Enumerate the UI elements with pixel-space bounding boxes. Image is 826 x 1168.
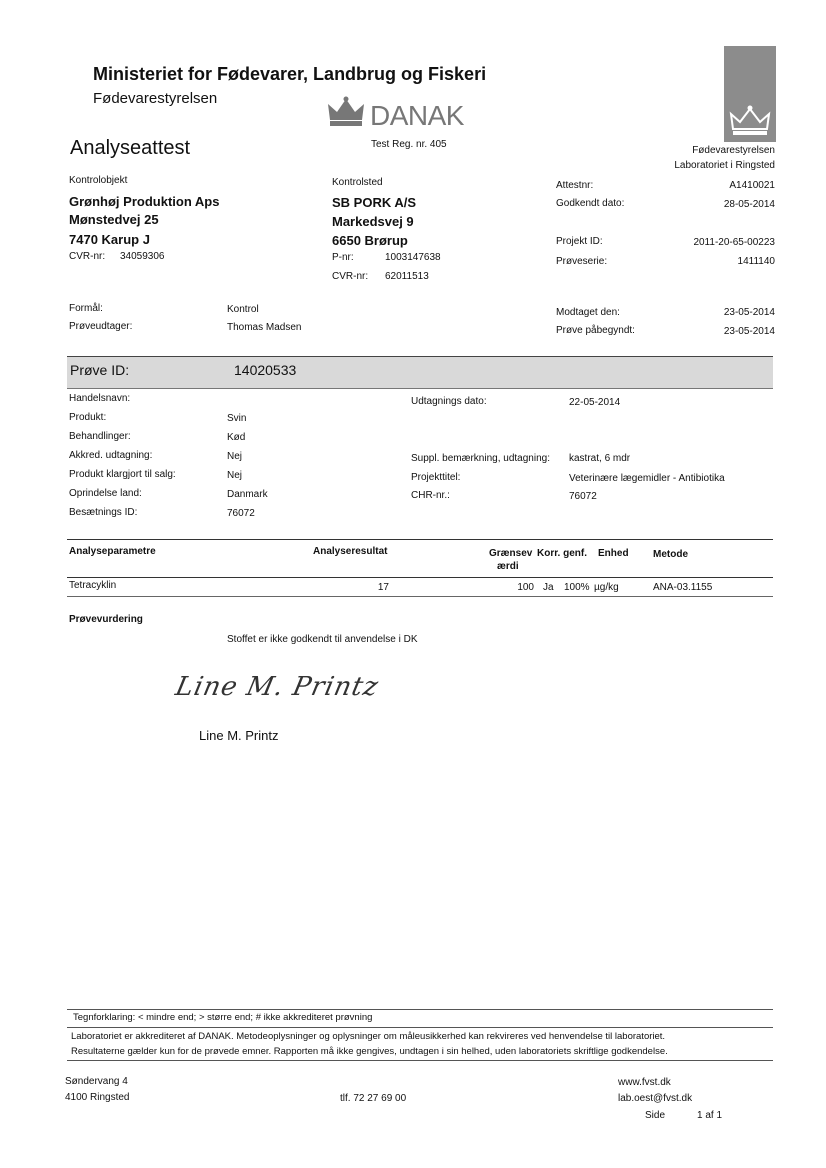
address-line-1: Søndervang 4 <box>65 1076 128 1087</box>
origin-country-value: Danmark <box>227 489 268 500</box>
table-header-rule <box>67 577 773 578</box>
col-limit-header-1: Grænsev <box>489 548 533 559</box>
sample-id-bar <box>67 356 773 389</box>
signatory-name: Line M. Printz <box>199 728 279 743</box>
row-limit: 100 <box>517 582 534 593</box>
treatments-label: Behandlinger: <box>69 431 131 442</box>
row-korr-flag: Ja <box>543 582 554 593</box>
accred-sampling-value: Nej <box>227 451 243 462</box>
control-site-cvr: 62011513 <box>385 271 429 282</box>
row-param: Tetracyklin <box>69 580 117 591</box>
chr-label: CHR-nr.: <box>411 490 450 501</box>
col-param-header: Analyseparametre <box>69 546 156 557</box>
trade-name-label: Handelsnavn: <box>69 393 131 404</box>
phone-number: tlf. 72 27 69 00 <box>340 1093 407 1104</box>
approved-date-label: Godkendt dato: <box>556 198 625 209</box>
sample-series: 1411140 <box>737 256 775 267</box>
sampling-date-label: Udtagnings dato: <box>411 396 487 407</box>
crown-icon <box>728 104 772 138</box>
col-result-header: Analyseresultat <box>313 546 388 557</box>
sampler-value: Thomas Madsen <box>227 322 302 333</box>
control-object-cvr-label: CVR-nr: <box>69 251 106 262</box>
fvst-logo <box>724 46 776 142</box>
control-site-city: 6650 Brørup <box>332 233 408 248</box>
project-title-label: Projekttitel: <box>411 472 461 483</box>
row-result: 17 <box>377 582 389 593</box>
attest-number: A1410021 <box>729 180 775 191</box>
received-label: Modtaget den: <box>556 307 620 318</box>
started-date: 23-05-2014 <box>723 326 775 337</box>
control-object-name: Grønhøj Produktion Aps <box>69 194 220 209</box>
product-value: Svin <box>227 413 247 424</box>
control-site-cvr-label: CVR-nr: <box>332 271 369 282</box>
evaluation-label: Prøvevurdering <box>69 614 143 625</box>
treatments-value: Kød <box>227 432 246 443</box>
sample-series-label: Prøveserie: <box>556 256 608 267</box>
page-label: Side <box>645 1110 666 1121</box>
control-object-label: Kontrolobjekt <box>69 175 128 186</box>
evaluation-text: Stoffet er ikke godkendt til anvendelse i DK <box>227 634 418 645</box>
herd-id-value: 76072 <box>227 508 255 519</box>
sample-id-label: Prøve ID: <box>70 362 130 378</box>
website-link[interactable]: www.fvst.dk <box>618 1077 671 1088</box>
project-id: 2011-20-65-00223 <box>693 237 775 248</box>
sampler-label: Prøveudtager: <box>69 321 133 332</box>
table-bottom-rule <box>67 596 773 597</box>
origin-country-label: Oprindelse land: <box>69 488 142 499</box>
col-korr-header: Korr. genf. <box>537 548 588 559</box>
started-label: Prøve påbegyndt: <box>556 325 635 336</box>
ready-for-sale-label: Produkt klargjort til salg: <box>69 469 176 480</box>
purpose-label: Formål: <box>69 303 103 314</box>
danak-text: DANAK <box>370 100 464 131</box>
control-site-label: Kontrolsted <box>332 177 383 188</box>
handwritten-signature: Line M. Printz <box>172 672 382 702</box>
herd-id-label: Besætnings ID: <box>69 507 138 518</box>
received-date: 23-05-2014 <box>723 307 775 318</box>
control-site-pnr: 1003147638 <box>385 252 441 263</box>
ready-for-sale-value: Nej <box>227 470 243 481</box>
approved-date: 28-05-2014 <box>723 199 775 210</box>
footer-bottom-rule <box>67 1060 773 1061</box>
project-title-value: Veterinære lægemidler - Antibiotika <box>569 473 725 484</box>
email-link[interactable]: lab.oest@fvst.dk <box>618 1093 693 1104</box>
table-top-rule <box>67 539 773 540</box>
accreditation-note: Laboratoriet er akkrediteret af DANAK. Metodeoplysninger og oplysninger om måleusikkerhed kan rekvireres ved henvendelse til laboratoriet. <box>71 1031 666 1042</box>
crown-icon <box>326 96 366 128</box>
control-object-street: Mønstedvej 25 <box>69 212 159 227</box>
footer-top-rule <box>67 1009 773 1010</box>
page-number: 1 af 1 <box>697 1110 723 1121</box>
remark-value: kastrat, 6 mdr <box>569 453 631 464</box>
chr-value: 76072 <box>569 491 597 502</box>
col-unit-header: Enhed <box>598 548 629 559</box>
agency-name: Fødevarestyrelsen <box>93 90 218 107</box>
ministry-name: Ministeriet for Fødevarer, Landbrug og Fiskeri <box>93 64 487 84</box>
lab-name: Fødevarestyrelsen <box>692 145 775 156</box>
document-title: Analyseattest <box>70 137 191 159</box>
legend: Tegnforklaring: < mindre end; > større end; # ikke akkrediteret prøvning <box>73 1012 373 1023</box>
attest-label: Attestnr: <box>556 180 594 191</box>
row-korr-pct: 100% <box>564 582 590 593</box>
sampling-date: 22-05-2014 <box>569 397 621 408</box>
accred-sampling-label: Akkred. udtagning: <box>69 450 153 461</box>
control-object-cvr: 34059306 <box>120 251 165 262</box>
project-id-label: Projekt ID: <box>556 236 603 247</box>
row-unit: µg/kg <box>594 582 619 593</box>
remark-label: Suppl. bemærkning, udtagning: <box>411 453 550 464</box>
control-site-street: Markedsvej 9 <box>332 214 414 229</box>
col-method-header: Metode <box>653 549 688 560</box>
control-object-city: 7470 Karup J <box>69 232 150 247</box>
test-reg-number: Test Reg. nr. 405 <box>371 139 447 150</box>
lab-location: Laboratoriet i Ringsted <box>674 160 775 171</box>
sample-id: 14020533 <box>234 362 297 378</box>
purpose-value: Kontrol <box>227 304 259 315</box>
control-site-name: SB PORK A/S <box>332 195 417 210</box>
row-method: ANA-03.1155 <box>653 582 713 593</box>
product-label: Produkt: <box>69 412 107 423</box>
col-limit-header-2: ærdi <box>497 561 519 572</box>
control-site-pnr-label: P-nr: <box>332 252 354 263</box>
address-line-2: 4100 Ringsted <box>65 1092 130 1103</box>
footer-mid-rule <box>67 1027 773 1028</box>
reproduction-note: Resultaterne gælder kun for de prøvede emner. Rapporten må ikke gengives, undtagen i sin helhed, uden laboratoriets skriftlige godkendelse. <box>71 1046 668 1057</box>
